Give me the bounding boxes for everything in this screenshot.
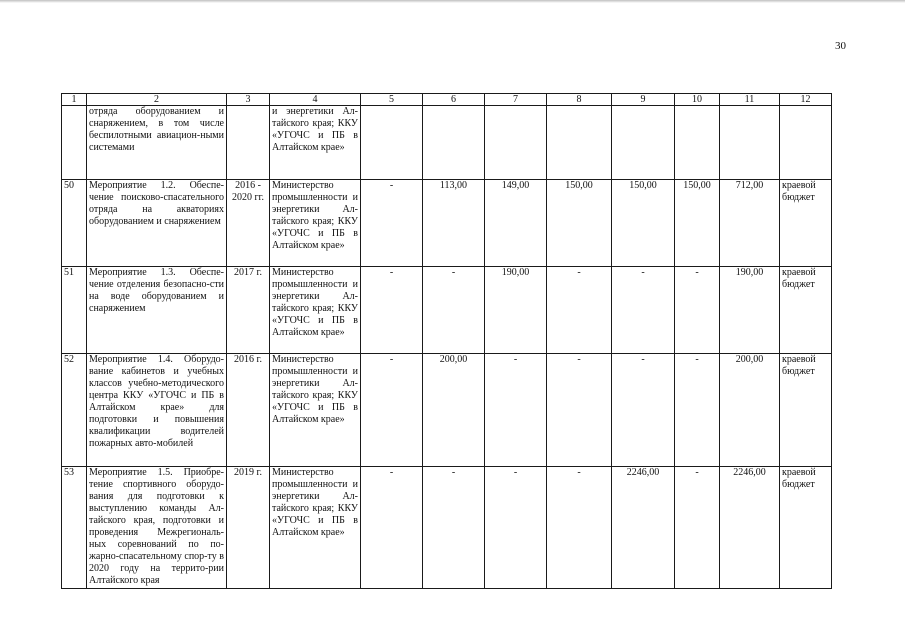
funding-source: краевой бюджет <box>780 180 832 267</box>
amount-cell <box>361 106 423 180</box>
amount-cell: - <box>547 467 612 589</box>
amount-cell: - <box>361 180 423 267</box>
funding-source: краевой бюджет <box>780 267 832 354</box>
executor: Министерство промышленности и энергетики Ал-тайского края; ККУ «УГОЧС и ПБ в Алтайском крае» <box>270 267 361 354</box>
amount-cell: 190,00 <box>485 267 547 354</box>
column-header: 1 <box>62 94 87 106</box>
row-number <box>62 106 87 180</box>
execution-term: 2019 г. <box>227 467 270 589</box>
total-cell: 200,00 <box>720 354 780 467</box>
amount-cell: 2246,00 <box>612 467 675 589</box>
page-number: 30 <box>835 40 846 52</box>
amount-cell <box>547 106 612 180</box>
column-header: 11 <box>720 94 780 106</box>
total-cell: 2246,00 <box>720 467 780 589</box>
measure-description: отряда оборудованием и снаряжением, в том числе беспилотными авиацион-ными системами <box>87 106 227 180</box>
amount-cell <box>485 106 547 180</box>
amount-cell: - <box>675 267 720 354</box>
amount-cell: - <box>675 467 720 589</box>
column-header: 8 <box>547 94 612 106</box>
executor: и энергетики Ал-тайского края; ККУ «УГОЧС и ПБ в Алтайском крае» <box>270 106 361 180</box>
amount-cell <box>675 106 720 180</box>
amount-cell: 150,00 <box>547 180 612 267</box>
row-number: 52 <box>62 354 87 467</box>
amount-cell <box>612 106 675 180</box>
table-row <box>62 180 832 267</box>
row-number: 50 <box>62 180 87 267</box>
amount-cell: 149,00 <box>485 180 547 267</box>
column-header: 12 <box>780 94 832 106</box>
budget-table <box>61 93 832 589</box>
amount-cell: - <box>547 354 612 467</box>
scan-edge <box>0 0 905 3</box>
table-row <box>62 467 832 589</box>
table-row <box>62 267 832 354</box>
amount-cell: - <box>485 467 547 589</box>
executor: Министерство промышленности и энергетики Ал-тайского края; ККУ «УГОЧС и ПБ в Алтайском крае» <box>270 467 361 589</box>
total-cell <box>720 106 780 180</box>
execution-term: 2017 г. <box>227 267 270 354</box>
amount-cell <box>423 106 485 180</box>
measure-description: Мероприятие 1.3. Обеспе-чение отделения безопасно-сти на воде оборудованием и снаряжением <box>87 267 227 354</box>
executor: Министерство промышленности и энергетики Ал-тайского края; ККУ «УГОЧС и ПБ в Алтайском крае» <box>270 180 361 267</box>
amount-cell: - <box>612 267 675 354</box>
column-header: 3 <box>227 94 270 106</box>
table-row <box>62 106 832 180</box>
total-cell: 190,00 <box>720 267 780 354</box>
funding-source: краевой бюджет <box>780 354 832 467</box>
execution-term <box>227 106 270 180</box>
column-header: 7 <box>485 94 547 106</box>
column-number-row <box>62 94 832 106</box>
total-cell: 712,00 <box>720 180 780 267</box>
amount-cell: 150,00 <box>612 180 675 267</box>
amount-cell: - <box>675 354 720 467</box>
amount-cell: - <box>361 467 423 589</box>
column-header: 2 <box>87 94 227 106</box>
funding-source <box>780 106 832 180</box>
execution-term: 2016 - 2020 гг. <box>227 180 270 267</box>
amount-cell: - <box>612 354 675 467</box>
amount-cell: - <box>485 354 547 467</box>
measure-description: Мероприятие 1.4. Оборудо-вание кабинетов и учебных классов учебно-методического центра ККУ «УГОЧС и ПБ в Алтайском крае» для подготовки и повышения квалификации водителей пожарных авто-мобилей <box>87 354 227 467</box>
amount-cell: 113,00 <box>423 180 485 267</box>
amount-cell: 200,00 <box>423 354 485 467</box>
column-header: 10 <box>675 94 720 106</box>
column-header: 4 <box>270 94 361 106</box>
row-number: 53 <box>62 467 87 589</box>
amount-cell: - <box>423 267 485 354</box>
amount-cell: - <box>361 354 423 467</box>
funding-source: краевой бюджет <box>780 467 832 589</box>
amount-cell: 150,00 <box>675 180 720 267</box>
amount-cell: - <box>423 467 485 589</box>
amount-cell: - <box>361 267 423 354</box>
execution-term: 2016 г. <box>227 354 270 467</box>
column-header: 6 <box>423 94 485 106</box>
row-number: 51 <box>62 267 87 354</box>
measure-description: Мероприятие 1.5. Приобре-тение спортивного оборудо-вания для подготовки к выступлению команды Ал-тайского края, подготовки и проведения Межрегиональ-ных соревнований по по-жарно-спасательному спор-ту в 2020 году на террито-рии Алтайского края <box>87 467 227 589</box>
column-header: 9 <box>612 94 675 106</box>
executor: Министерство промышленности и энергетики Ал-тайского края; ККУ «УГОЧС и ПБ в Алтайском крае» <box>270 354 361 467</box>
column-header: 5 <box>361 94 423 106</box>
measure-description: Мероприятие 1.2. Обеспе-чение поисково-спасательного отряда на акваториях оборудованием и снаряжением <box>87 180 227 267</box>
amount-cell: - <box>547 267 612 354</box>
table-row <box>62 354 832 467</box>
